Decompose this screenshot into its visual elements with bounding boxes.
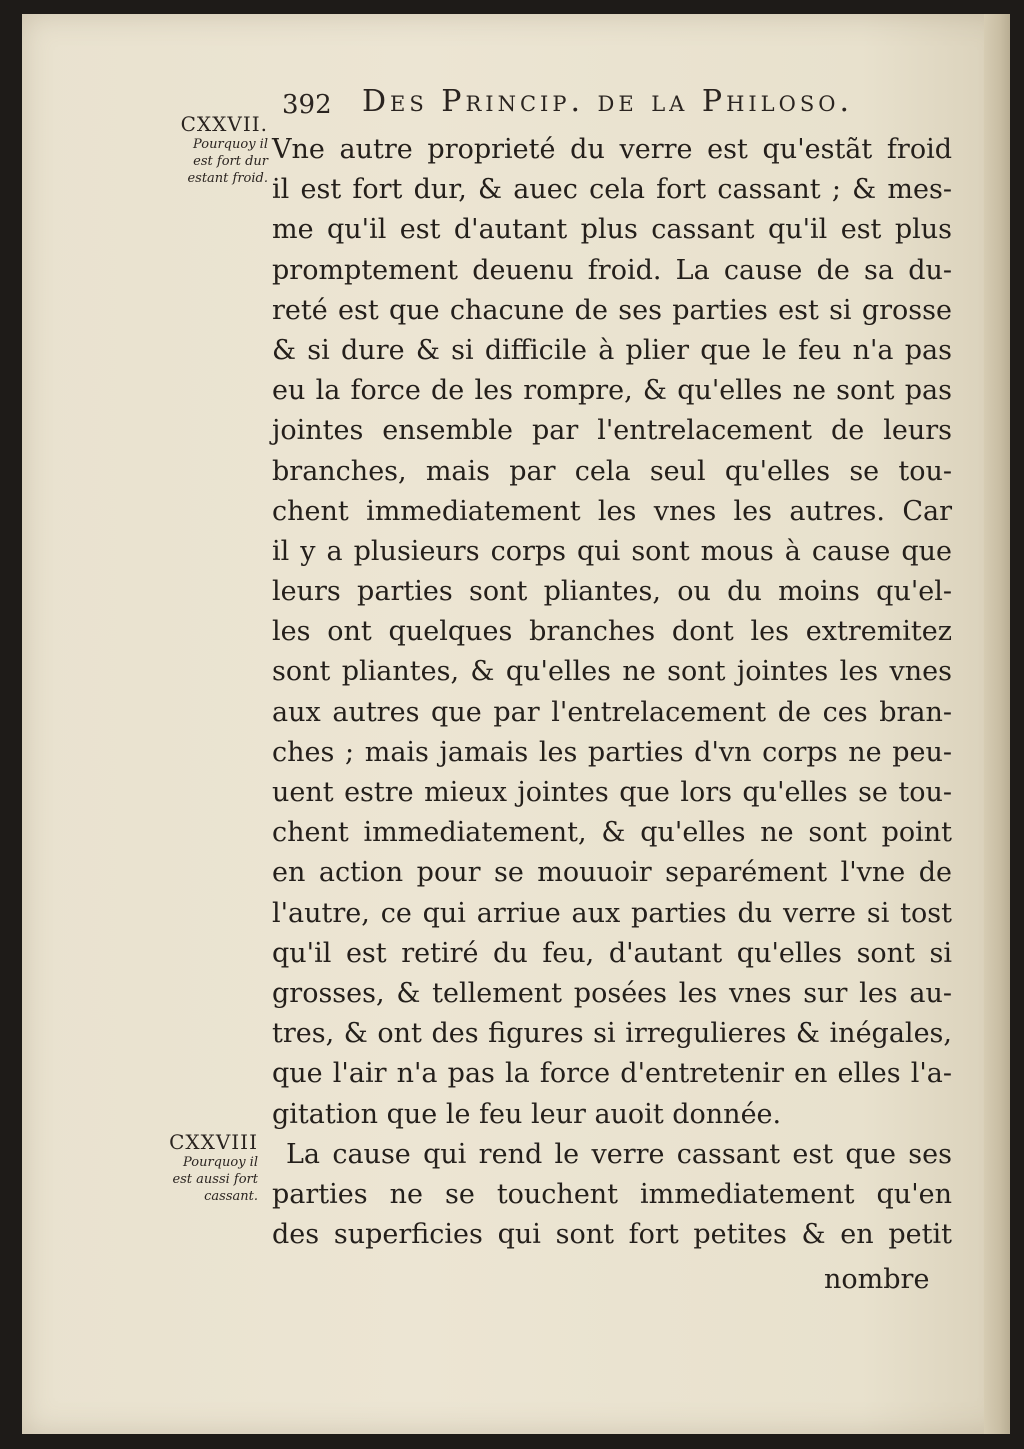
text-line: uent estre mieux jointes que lors qu'elles se tou-	[272, 777, 952, 808]
text-line: que l'air n'a pas la force d'entretenir en elles l'a-	[272, 1058, 952, 1090]
article-number: CXXVII.	[180, 112, 268, 136]
running-title: Des Princip. de la Philoso.	[362, 84, 853, 119]
margin-note-article-127	[150, 112, 268, 187]
text-line: me qu'il est d'autant plus cassant qu'il est plus	[272, 214, 952, 246]
article-gloss-line: cassant.	[204, 1189, 258, 1204]
body-text	[272, 130, 952, 1255]
text-line: il est fort dur, & auec cela fort cassant ; & mes-	[272, 174, 952, 206]
text-line: Vne autre proprieté du verre est qu'estãt froid	[272, 134, 952, 165]
text-line: chent immediatement, & qu'elles ne sont point	[272, 817, 952, 849]
text-line: il y a plusieurs corps qui sont mous à cause que	[272, 535, 952, 567]
text-line: La cause qui rend le verre cassant est que ses	[286, 1138, 952, 1170]
text-line: branches, mais par cela seul qu'elles se tou-	[272, 455, 952, 487]
text-line: chent immediatement les vnes les autres. Car	[272, 495, 952, 527]
text-line: l'autre, ce qui arriue aux parties du verre si tost	[272, 897, 952, 929]
text-line: leurs parties sont pliantes, ou du moins qu'el-	[272, 576, 952, 608]
text-line: gitation que le feu leur auoit donnée.	[272, 1098, 782, 1130]
text-line: en action pour se mouuoir separément l'vne de	[272, 857, 952, 889]
article-gloss-line: est fort dur	[193, 154, 268, 169]
text-line: les ont quelques branches dont les extremitez	[272, 616, 952, 648]
page-edge	[984, 14, 1010, 1434]
article-gloss-line: Pourquoy il	[193, 137, 268, 152]
text-line: jointes ensemble par l'entrelacement de leurs	[272, 415, 952, 447]
text-line: promptement deuenu froid. La cause de sa du-	[272, 254, 952, 286]
text-line: aux autres que par l'entrelacement de ces bran-	[272, 696, 952, 728]
text-line: qu'il est retiré du feu, d'autant qu'elles sont si	[272, 937, 952, 969]
text-line: tres, & ont des figures si irregulieres & inégales,	[272, 1018, 952, 1050]
margin-note-article-128	[140, 1130, 258, 1205]
text-line: sont pliantes, & qu'elles ne sont jointes les vnes	[272, 656, 952, 688]
text-line: & si dure & si difficile à plier que le feu n'a pas	[272, 334, 952, 366]
article-gloss-line: est aussi fort	[172, 1172, 258, 1187]
text-line: ches ; mais jamais les parties d'vn corps ne peu-	[272, 736, 952, 768]
text-line: grosses, & tellement posées les vnes sur les au-	[272, 977, 952, 1009]
text-line: des superficies qui sont fort petites & en petit	[272, 1219, 952, 1251]
article-gloss-line: Pourquoy il	[183, 1155, 258, 1170]
text-line: eu la force de les rompre, & qu'elles ne sont pas	[272, 375, 952, 407]
text-line: reté est que chacune de ses parties est si grosse	[272, 294, 952, 326]
text-line: parties ne se touchent immediatement qu'en	[272, 1178, 952, 1210]
article-number: CXXVIII	[169, 1130, 258, 1154]
page-number: 392	[282, 90, 332, 120]
article-gloss-line: estant froid.	[187, 171, 268, 186]
catchword: nombre	[824, 1264, 930, 1295]
